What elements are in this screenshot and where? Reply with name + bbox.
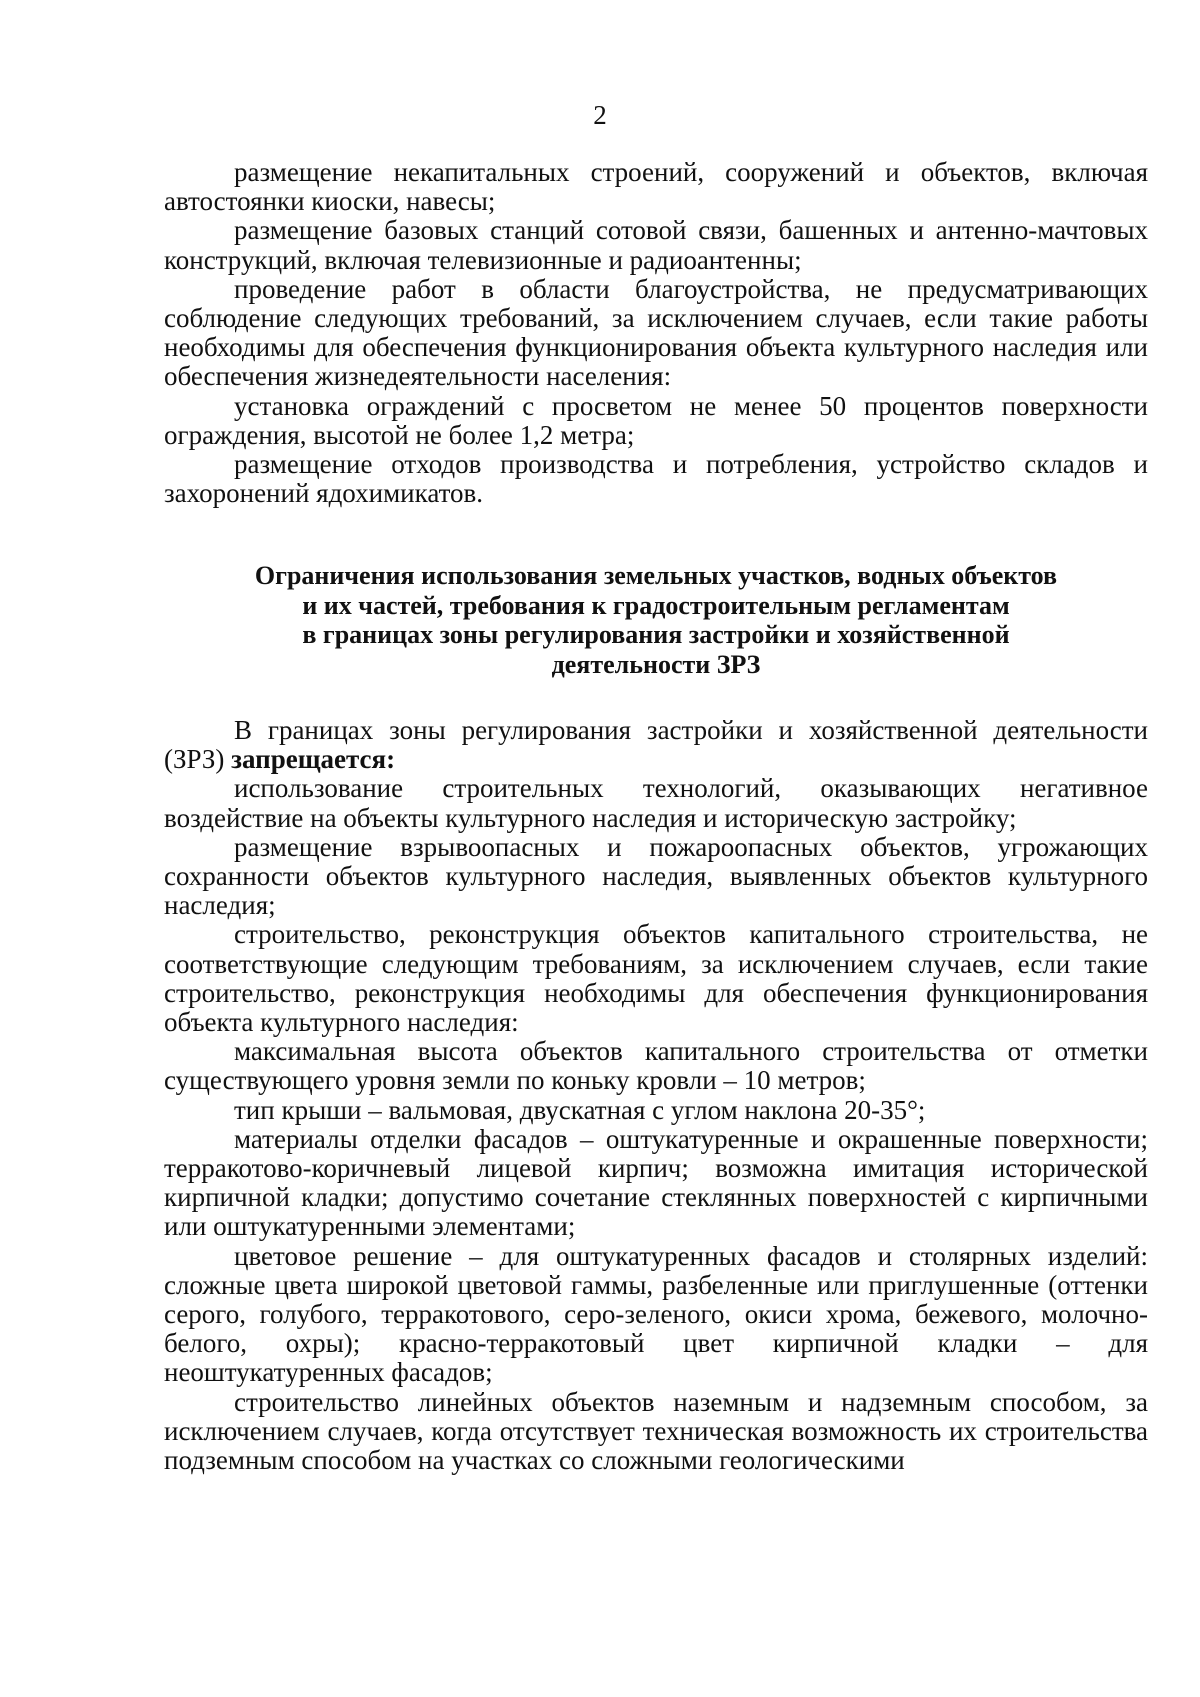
paragraph: размещение взрывоопасных и пожароопасных объектов, угрожающих сохранности объектов культурного наследия, выявленных объектов культурного наследия;	[164, 831, 1148, 921]
paragraph: установка ограждений с просветом не менее 50 процентов поверхности ограждения, высотой не более 1,2 метра;	[164, 390, 1148, 450]
heading-line: в границах зоны регулирования застройки и хозяйственной	[302, 620, 1010, 649]
heading-line: деятельности ЗРЗ	[551, 649, 761, 679]
intro-text: В границах зоны регулирования застройки и хозяйственной деятельности (ЗРЗ)	[164, 715, 1148, 775]
paragraph: размещение отходов производства и потребления, устройство складов и захоронений ядохимикатов.	[164, 449, 1148, 509]
paragraph: размещение базовых станций сотовой связи, башенных и антенно-мачтовых конструкций, включая телевизионные и радиоантенны;	[164, 215, 1148, 275]
section-2-text	[164, 716, 1148, 1475]
heading-line: и их частей, требования к градостроительным регламентам	[302, 590, 1010, 620]
section-heading	[164, 561, 1148, 679]
paragraph: тип крыши – вальмовая, двускатная с углом наклона 20-35°;	[234, 1094, 926, 1125]
paragraph: максимальная высота объектов капитального строительства от отметки существующего уровня земли по коньку кровли – 10 метров;	[164, 1036, 1148, 1096]
intro-bold-text: запрещается:	[231, 744, 396, 775]
paragraph: цветовое решение – для оштукатуренных фасадов и столярных изделий: сложные цвета широкой цветовой гаммы, разбеленные или приглушенные (оттенки серого, голубого, терракотового, серо-зеленого, окиси хрома, бежевого, молочно-белого, охры); красно-терракотовый цвет кирпичной кладки – для неоштукатуренных фасадов;	[164, 1240, 1148, 1388]
paragraph: проведение работ в области благоустройства, не предусматривающих соблюдение следующих требований, за исключением случаев, если такие работы необходимы для обеспечения функционирования объекта культурного наследия или обеспечения жизнедеятельности населения:	[164, 273, 1148, 392]
paragraph: размещение некапитальных строений, сооружений и объектов, включая автостоянки киоски, навесы;	[164, 157, 1148, 217]
intro-paragraph	[164, 716, 1148, 774]
paragraph: строительство линейных объектов наземным и надземным способом, за исключением случаев, когда отсутствует техническая возможность их строительства подземным способом на участках со сложными геологическими	[164, 1386, 1148, 1476]
page-number: 2	[593, 100, 607, 130]
paragraph: строительство, реконструкция объектов капитального строительства, не соответствующие следующим требованиям, за исключением случаев, если такие строительство, реконструкция необходимы для обеспечения функционирования объекта культурного наследия:	[164, 919, 1148, 1038]
paragraph: использование строительных технологий, оказывающих негативное воздействие на объекты культурного наследия и историческую застройку;	[164, 773, 1148, 833]
section-1-text	[164, 158, 1148, 508]
paragraph: материалы отделки фасадов – оштукатуренные и окрашенные поверхности; терракотово-коричневый лицевой кирпич; возможна имитация исторической кирпичной кладки; допустимо сочетание стеклянных поверхностей с кирпичными или оштукатуренными элементами;	[164, 1123, 1148, 1242]
heading-line: Ограничения использования земельных участков, водных объектов	[254, 561, 1058, 590]
